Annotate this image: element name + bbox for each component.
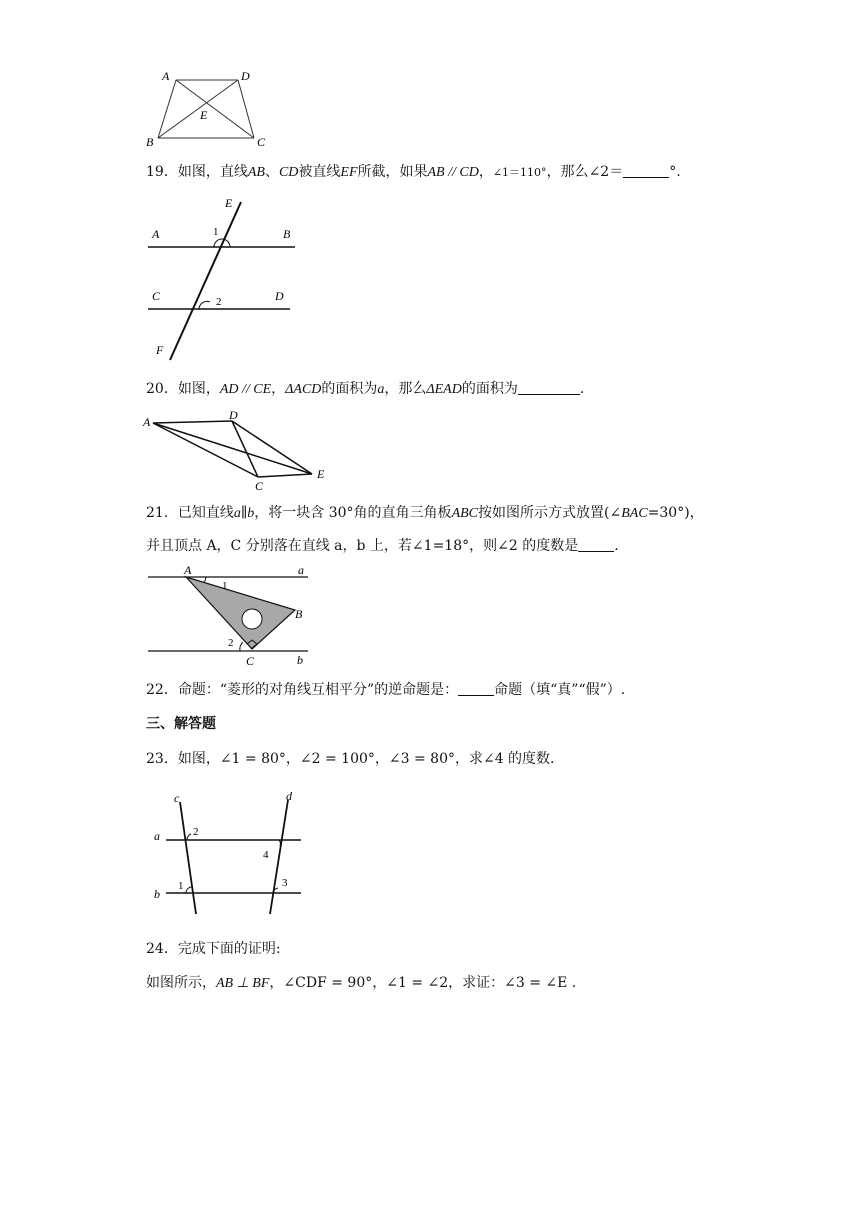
q21-answer-blank[interactable] bbox=[578, 537, 614, 552]
figure-q18 bbox=[140, 66, 280, 150]
q19-mid2: 所截，如果 bbox=[357, 164, 428, 180]
q24-pre: 如图所示， bbox=[146, 975, 216, 991]
q20-a: a bbox=[377, 382, 385, 397]
fig19-a: A bbox=[152, 227, 160, 241]
q19-cd: CD bbox=[278, 165, 299, 180]
section-3-heading: 三、解答题 bbox=[146, 716, 216, 732]
question-19 bbox=[146, 163, 681, 182]
question-21-line2 bbox=[146, 537, 619, 555]
fig23-angle3: 3 bbox=[282, 877, 288, 889]
q20-mid: 的面积为 bbox=[321, 381, 378, 397]
figure-q21 bbox=[140, 560, 320, 670]
q19-mid1: 被直线 bbox=[298, 164, 341, 180]
fig23-line-c: c bbox=[174, 791, 180, 805]
fig19-e: E bbox=[225, 196, 233, 210]
q19-angle: ∠1＝110° bbox=[492, 166, 547, 179]
q21-tail: . bbox=[614, 538, 619, 554]
q20-comma: ， bbox=[271, 381, 286, 397]
q20-condition: AD // CE bbox=[219, 382, 272, 397]
fig19-angle1: 1 bbox=[213, 226, 219, 238]
question-20 bbox=[146, 380, 584, 399]
q21-b: b bbox=[247, 506, 255, 521]
q19-number: 19． bbox=[146, 164, 178, 180]
question-23: 23．如图，∠1 = 80°，∠2 = 100°，∠3 = 80°，求∠4 的度数. bbox=[146, 751, 555, 767]
q21-text-4: =30°)， bbox=[647, 505, 704, 521]
fig19-c: C bbox=[152, 289, 161, 303]
q20-pre: 如图， bbox=[177, 381, 220, 397]
fig21-c-vertex: C bbox=[246, 654, 255, 668]
fig20-e: E bbox=[317, 467, 325, 481]
fig23-angle1: 1 bbox=[178, 880, 184, 892]
q19-ab: AB bbox=[247, 165, 265, 180]
q19-condition: AB // CD bbox=[427, 165, 479, 180]
question-24-title: 24．完成下面的证明: bbox=[146, 941, 281, 957]
fig23-line-d: d bbox=[286, 789, 292, 803]
fig21-b-vertex: B bbox=[295, 607, 303, 621]
q19-sep: 、 bbox=[264, 164, 279, 180]
question-21-line1 bbox=[146, 504, 704, 523]
fig19-b: B bbox=[283, 227, 291, 241]
fig21-a-vertex: A bbox=[184, 563, 192, 577]
label-d: D bbox=[241, 69, 250, 83]
q19-ef: EF bbox=[340, 165, 358, 180]
label-c: C bbox=[257, 135, 266, 149]
q20-triangle-acd: ΔACD bbox=[285, 382, 322, 397]
q21-abc: ABC bbox=[451, 506, 479, 521]
q20-answer-blank[interactable] bbox=[518, 380, 580, 395]
q21-bac: BAC bbox=[621, 506, 648, 521]
q19-comma: ， bbox=[478, 164, 493, 180]
question-22 bbox=[146, 681, 625, 699]
fig20-d: D bbox=[229, 408, 238, 422]
q21-text-5: 并且顶点 A，C 分别落在直线 a，b 上，若∠1=18°，则∠2 的度数是 bbox=[146, 538, 579, 554]
q21-text-3: 按如图所示方式放置(∠ bbox=[478, 505, 622, 521]
q21-parallel: ∥ bbox=[240, 505, 248, 521]
question-24-body bbox=[146, 974, 576, 993]
q19-pre: 如图，直线 bbox=[177, 164, 248, 180]
label-b: B bbox=[146, 135, 154, 149]
q20-tail: . bbox=[579, 381, 585, 397]
q20-mid2: ，那么 bbox=[384, 381, 427, 397]
fig21-angle2: 2 bbox=[228, 637, 234, 649]
fig23-angle4: 4 bbox=[263, 849, 269, 861]
q22-text: 22．命题：“菱形的对角线互相平分”的逆命题是： bbox=[146, 682, 459, 698]
label-a: A bbox=[162, 69, 170, 83]
figure-q23 bbox=[146, 788, 306, 918]
fig20-a: A bbox=[143, 415, 151, 429]
q21-text-1: 21．已知直线 bbox=[146, 505, 234, 521]
q24-condition-1: AB ⊥ BF bbox=[216, 976, 270, 991]
q19-ask: ∠2＝ bbox=[588, 164, 624, 180]
fig21-line-b: b bbox=[297, 653, 303, 667]
q21-a: a bbox=[233, 506, 241, 521]
q24-condition-2: ，∠CDF = 90°，∠1 = ∠2，求证：∠3 = ∠E . bbox=[269, 975, 577, 991]
q22-answer-blank[interactable] bbox=[458, 681, 494, 696]
fig20-c: C bbox=[255, 479, 264, 493]
fig23-line-a: a bbox=[154, 829, 160, 843]
fig23-angle2: 2 bbox=[193, 826, 199, 838]
q22-tail: 命题（填“真”“假”）. bbox=[494, 682, 626, 698]
q20-triangle-ead: ΔEAD bbox=[426, 382, 462, 397]
q19-mid3: ，那么 bbox=[546, 164, 589, 180]
fig21-line-a: a bbox=[298, 563, 304, 577]
fig23-line-b: b bbox=[154, 887, 160, 901]
label-e: E bbox=[200, 108, 208, 122]
figure-q20 bbox=[140, 408, 340, 494]
q20-mid3: 的面积为 bbox=[461, 381, 518, 397]
figure-q19 bbox=[140, 192, 310, 364]
q19-answer-blank[interactable] bbox=[623, 163, 669, 178]
q21-text-2: ，将一块含 30°角的直角三角板 bbox=[254, 505, 452, 521]
fig19-angle2: 2 bbox=[216, 296, 222, 308]
q19-tail: °. bbox=[669, 164, 681, 180]
fig19-d: D bbox=[275, 289, 284, 303]
fig19-f: F bbox=[156, 343, 164, 357]
fig21-angle1: 1 bbox=[222, 580, 228, 592]
q20-number: 20． bbox=[146, 381, 178, 397]
